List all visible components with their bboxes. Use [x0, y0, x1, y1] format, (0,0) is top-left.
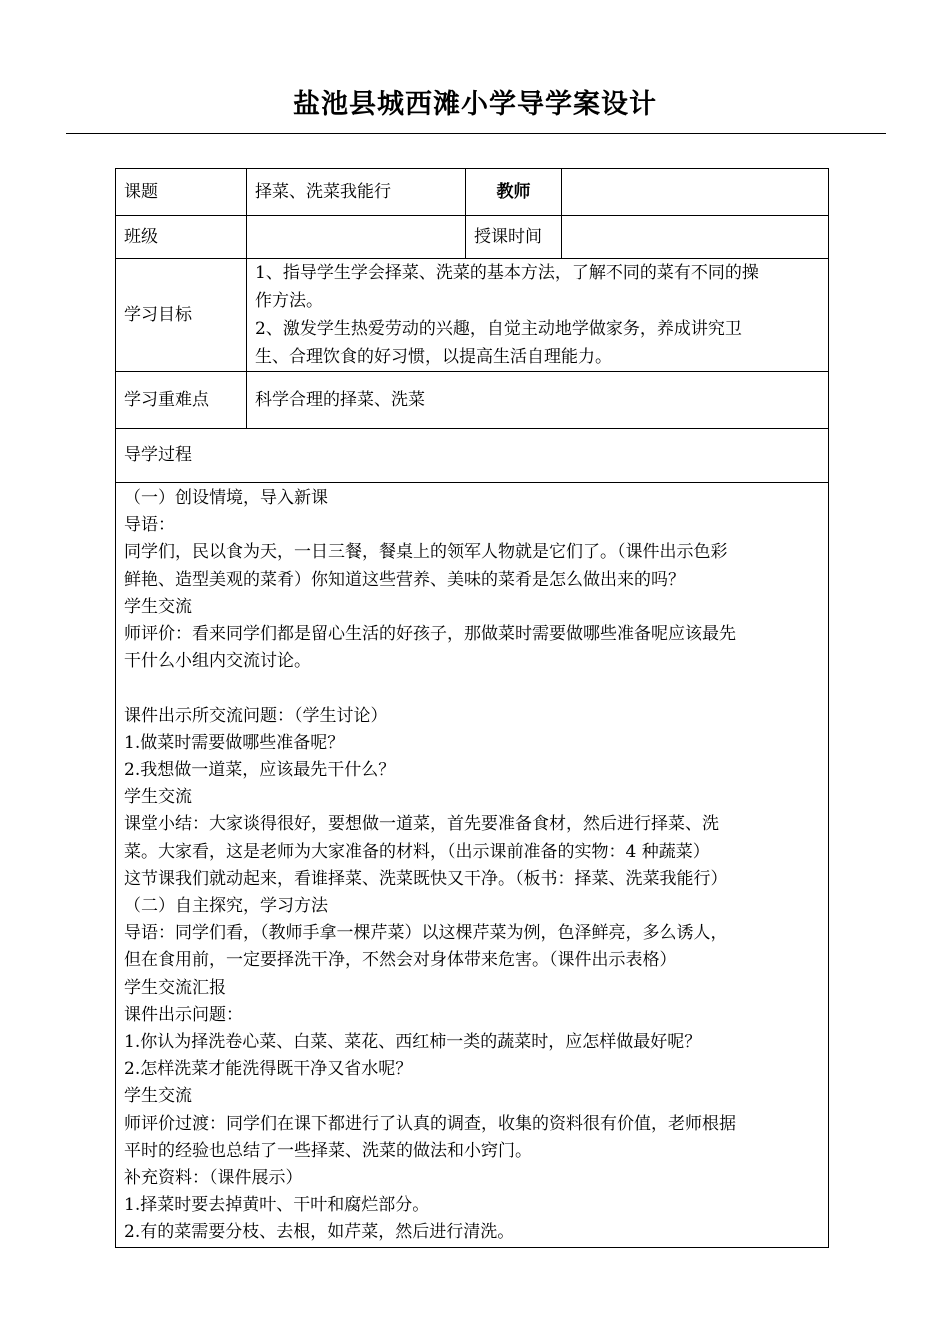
- process-line: 菜。大家看，这是老师为大家准备的材料，（出示课前准备的实物：4 种蔬菜）: [124, 841, 710, 862]
- goals-value: [247, 259, 829, 372]
- focus-value: 科学合理的择菜、洗菜: [247, 372, 829, 429]
- process-lines: [124, 485, 820, 1247]
- row-topic: [116, 169, 829, 216]
- goals-line: 作方法。: [255, 291, 323, 311]
- goals-line: 2、激发学生热爱劳动的兴趣，自觉主动地学做家务，养成讲究卫: [255, 319, 742, 339]
- teacher-value: [562, 169, 829, 216]
- process-line: 学生交流汇报: [124, 977, 226, 998]
- process-line: 学生交流: [124, 596, 192, 617]
- process-line: 补充资料：（课件展示）: [124, 1168, 303, 1189]
- process-line: 2.我想做一道菜，应该最先干什么？: [124, 760, 396, 781]
- process-line: 1.做菜时需要做哪些准备呢？: [124, 732, 345, 753]
- topic-value: 择菜、洗菜我能行: [247, 169, 466, 216]
- focus-label: 学习重难点: [116, 372, 247, 429]
- process-line: 1.你认为择洗卷心菜、白菜、菜花、西红柿一类的蔬菜时，应怎样做最好呢？: [124, 1032, 702, 1053]
- row-process-body: [116, 483, 829, 1248]
- row-goals: [116, 259, 829, 372]
- process-line: 同学们，民以食为天，一日三餐，餐桌上的领军人物就是它们了。（课件出示色彩: [124, 542, 728, 563]
- process-line: 课堂小结：大家谈得很好，要想做一道菜，首先要准备食材，然后进行择菜、洗: [124, 814, 719, 835]
- process-line: 2.有的菜需要分枝、去根，如芹菜，然后进行清洗。: [124, 1222, 515, 1243]
- goals-line: 1、指导学生学会择菜、洗菜的基本方法，了解不同的菜有不同的操: [255, 263, 759, 283]
- process-line: 这节课我们就动起来，看谁择菜、洗菜既快又干净。（板书：择菜、洗菜我能行）: [124, 868, 728, 889]
- process-line: 师评价：看来同学们都是留心生活的好孩子，那做菜时需要做哪些准备呢应该最先: [124, 624, 736, 645]
- process-line: （二）自主探究，学习方法: [124, 896, 328, 917]
- row-process-heading: [116, 429, 829, 483]
- process-line: 平时的经验也总结了一些择菜、洗菜的做法和小窍门。: [124, 1140, 532, 1161]
- process-line: [124, 675, 820, 702]
- time-value: [562, 216, 829, 259]
- row-class: [116, 216, 829, 259]
- process-line: 导语：同学们看，（教师手拿一棵芹菜）以这棵芹菜为例，色泽鲜亮，多么诱人，: [124, 923, 728, 944]
- process-line: （一）创设情境，导入新课: [124, 488, 328, 508]
- process-heading: 导学过程: [116, 429, 829, 483]
- lesson-plan-table: [115, 168, 829, 1248]
- process-body: [116, 483, 829, 1248]
- process-line: 干什么小组内交流讨论。: [124, 651, 311, 672]
- topic-label: 课题: [116, 169, 247, 216]
- title-underline: [66, 133, 886, 134]
- goals-line: 生、合理饮食的好习惯，以提高生活自理能力。: [255, 347, 612, 367]
- process-line: 师评价过渡：同学们在课下都进行了认真的调查，收集的资料很有价值，老师根据: [124, 1113, 736, 1134]
- class-label: 班级: [116, 216, 247, 259]
- class-value: [247, 216, 466, 259]
- time-label: 授课时间: [466, 216, 562, 259]
- process-line: 2.怎样洗菜才能洗得既干净又省水呢？: [124, 1059, 413, 1080]
- process-line: 学生交流: [124, 787, 192, 808]
- process-line: 鲜艳、造型美观的菜肴）你知道这些营养、美味的菜肴是怎么做出来的吗？: [124, 569, 685, 590]
- teacher-label: 教师: [466, 169, 562, 216]
- process-line: 课件出示问题：: [124, 1004, 243, 1025]
- process-line: 学生交流: [124, 1086, 192, 1107]
- process-line: 课件出示所交流问题：（学生讨论）: [124, 705, 388, 726]
- process-line: 1.择菜时要去掉黄叶、干叶和腐烂部分。: [124, 1195, 430, 1216]
- process-line: 但在食用前，一定要择洗干净，不然会对身体带来危害。（课件出示表格）: [124, 950, 677, 971]
- row-focus: [116, 372, 829, 429]
- goals-label: 学习目标: [116, 259, 247, 372]
- process-line: 导语：: [124, 515, 175, 536]
- document-title: 盐池县城西滩小学导学案设计: [293, 89, 657, 120]
